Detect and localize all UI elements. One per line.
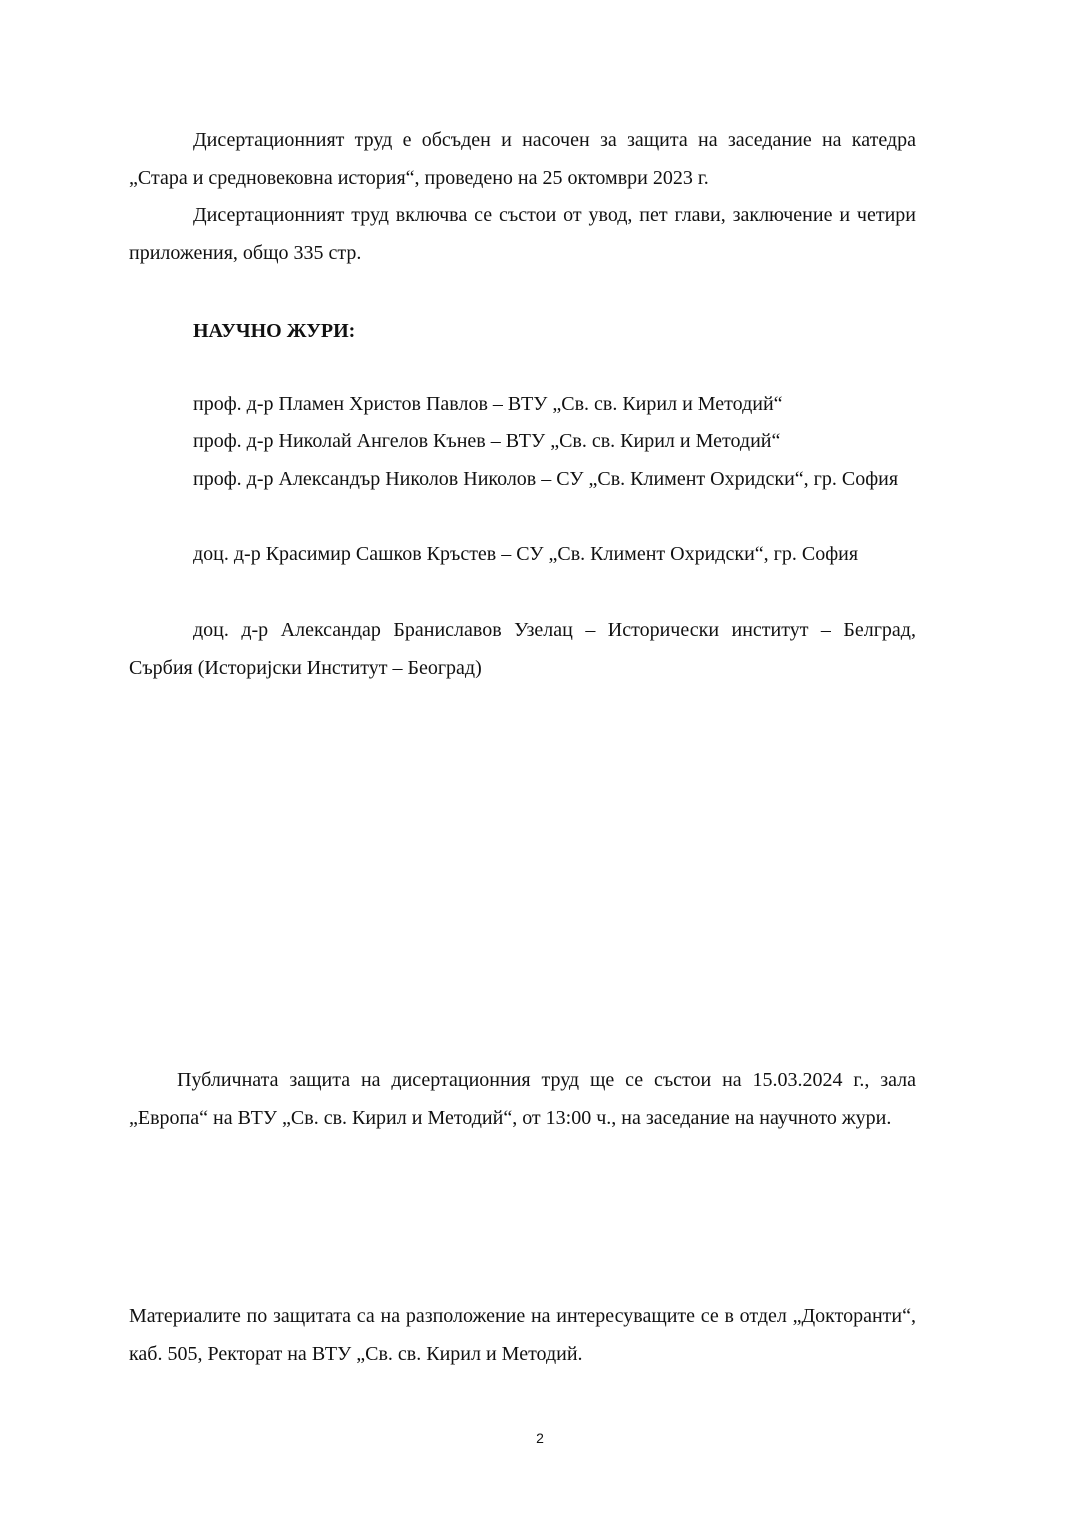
public-defense-notice: Публичната защита на дисертационния труд ще се състои на 15.03.2024 г., зала „Европа“ на ВТУ „Св. св. Кирил и Методий“, от 13:00 ч., на заседание на научното жури. (129, 1069, 916, 1129)
jury-heading: НАУЧНО ЖУРИ: (193, 320, 356, 342)
jury-member: проф. д-р Пламен Христов Павлов – ВТУ „Св. св. Кирил и Методий“ (193, 393, 783, 415)
intro-paragraph-discussion: Дисертационният труд е обсъден и насочен за защита на заседание на катедра „Стара и средновековна история“, проведено на 25 октомври 2023 г. (129, 129, 916, 189)
page-number: 2 (536, 1430, 544, 1446)
jury-member: проф. д-р Николай Ангелов Кънев – ВТУ „Св. св. Кирил и Методий“ (193, 430, 781, 452)
jury-member: проф. д-р Александър Николов Николов – СУ „Св. Климент Охридски“, гр. София (193, 468, 899, 490)
materials-notice: Материалите по защитата са на разположение на интересуващите се в отдел „Докторанти“, каб. 505, Ректорат на ВТУ „Св. св. Кирил и Методий. (129, 1305, 916, 1365)
jury-member: доц. д-р Александар Браниславов Узелац – Исторически институт – Белград, Сърбия (Историјски Институт – Београд) (129, 619, 916, 679)
jury-member: доц. д-р Красимир Сашков Кръстев – СУ „Св. Климент Охридски“, гр. София (193, 543, 859, 565)
intro-paragraph-structure: Дисертационният труд включва се състои от увод, пет глави, заключение и четири приложения, общо 335 стр. (129, 204, 916, 264)
